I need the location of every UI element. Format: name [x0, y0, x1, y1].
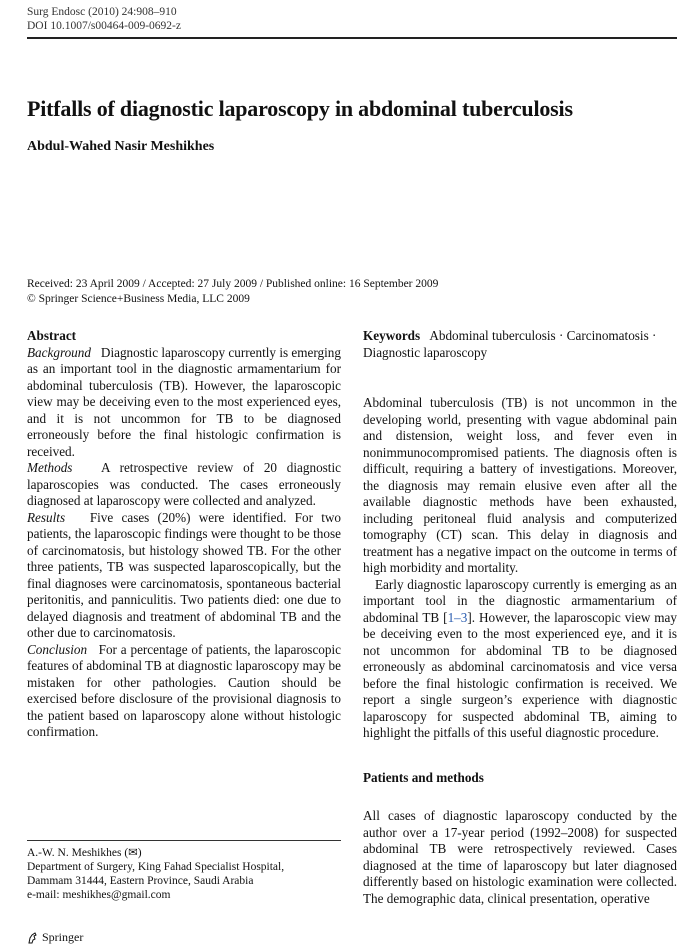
abstract-conclusion [27, 642, 341, 741]
results-label: Results [27, 509, 66, 525]
keywords-text: Abdominal tuberculosis · Carcinomatosis · Diagnostic laparoscopy [363, 328, 657, 360]
article-title: Pitfalls of diagnostic laparoscopy in abdominal tuberculosis [27, 96, 573, 121]
background-label: Background [27, 344, 91, 360]
address: Dammam 31444, Eastern Province, Saudi Arabia [27, 875, 254, 887]
author-affiliation [27, 846, 341, 902]
publisher-name: Springer [42, 930, 84, 944]
corresponding-author: A.-W. N. Meshikhes (✉) [27, 847, 142, 859]
copyright: © Springer Science+Business Media, LLC 2009 [27, 292, 250, 305]
publisher-logo [27, 930, 83, 945]
abstract-heading: Abstract [27, 328, 77, 343]
journal-citation: Surg Endosc (2010) 24:908–910 [27, 6, 177, 18]
abstract-background [27, 345, 341, 461]
department: Department of Surgery, King Fahad Specialist Hospital, [27, 861, 285, 873]
patients-methods-text: All cases of diagnostic laparoscopy conducted by the author over a 17-year period (1992–2008) for suspected abdominal TB were retrospectively reviewed. Cases diagnosed at the time of laparoscopy but later diagnosed differently based on histologic examination were collected. The demographic data, clinical presentation, operative [363, 808, 677, 906]
intro-p2-before: Early diagnostic laparoscopy currently is emerging as an important tool in the diagnostic armamentarium of abdominal TB [ [363, 576, 677, 625]
citation-link[interactable]: 1–3 [447, 609, 468, 625]
conclusion-label: Conclusion [27, 641, 88, 657]
intro-paragraph-2 [363, 577, 677, 742]
footnote-rule [27, 840, 341, 841]
author-name: Abdul-Wahed Nasir Meshikhes [27, 139, 215, 154]
doi[interactable]: DOI 10.1007/s00464-009-0692-z [27, 20, 181, 32]
abstract [27, 328, 341, 741]
abstract-methods [27, 460, 341, 510]
conclusion-text: For a percentage of patients, the laparoscopic features of abdominal TB at diagnostic laparoscopy may be mistaken for other pathologies. Caution should be exercised before disclosure of the provisional diagnosis to the patient based on laparoscopy alone without histologic confirmation. [27, 641, 341, 739]
intro-p2-after: ]. However, the laparoscopic view may be deceiving even to the most experienced eye, and it is not uncommon for abdominal TB to be diagnosed erroneously as abdominal carcinomatosis and vice versa before the final histologic confirmation is received. We report a single surgeon’s experience with diagnostic laparoscopy for suspected abdominal TB, aiming to highlight the pitfalls of this useful diagnostic procedure. [363, 609, 677, 740]
methods-text: A retrospective review of 20 diagnostic laparoscopies was conducted. The cases erroneously diagnosed at laparoscopy were collected and analyzed. [27, 460, 341, 508]
springer-horse-icon [27, 932, 39, 944]
header-rule [27, 37, 677, 39]
abstract-results [27, 510, 341, 642]
results-text: Five cases (20%) were identified. For two patients, the laparoscopic findings were thought to be those of carcinomatosis, but histology showed TB. For the other three patients, TB was suspected laparoscopically, but the final diagnoses were carcinomatosis, spontaneous bacterial peritonitis, and panniculitis. Two patients died: one due to delayed diagnosis and treatment of abdominal TB and the other due to carcinomatosis. [27, 509, 341, 640]
publication-history: Received: 23 April 2009 / Accepted: 27 July 2009 / Published online: 16 September 2009 [27, 278, 439, 290]
intro-paragraph-1: Abdominal tuberculosis (TB) is not uncommon in the developing world, presenting with vague abdominal pain and distension, weight loss, and fever even in nonimmunocompromised patients. The diagnosis often is difficult, requiring a battery of investigations. Moreover, the diagnosis may remain elusive even after all the available diagnostic methods have been exhausted, including peritoneal fluid analysis and computerized tomography (CT) scan. This delay in diagnosis and treatment has a negative impact on the outcome in terms of high morbidity and mortality. [363, 395, 677, 575]
article-dates [27, 277, 667, 306]
patients-methods-body [363, 808, 677, 907]
email[interactable]: e-mail: meshikhes@gmail.com [27, 889, 171, 901]
introduction [363, 395, 677, 742]
keywords-label: Keywords [363, 328, 421, 343]
methods-label: Methods [27, 460, 73, 475]
background-text: Diagnostic laparoscopy currently is emerging as an important tool in the diagnostic armamentarium for abdominal tuberculosis (TB). However, the laparoscopic view may be deceiving even to the most experienced eyes, and it is not uncommon for TB to be diagnosed erroneously before the final histologic confirmation is received. [27, 344, 341, 459]
keywords [363, 328, 677, 361]
section-heading: Patients and methods [363, 770, 484, 785]
patients-methods-section [363, 770, 677, 787]
